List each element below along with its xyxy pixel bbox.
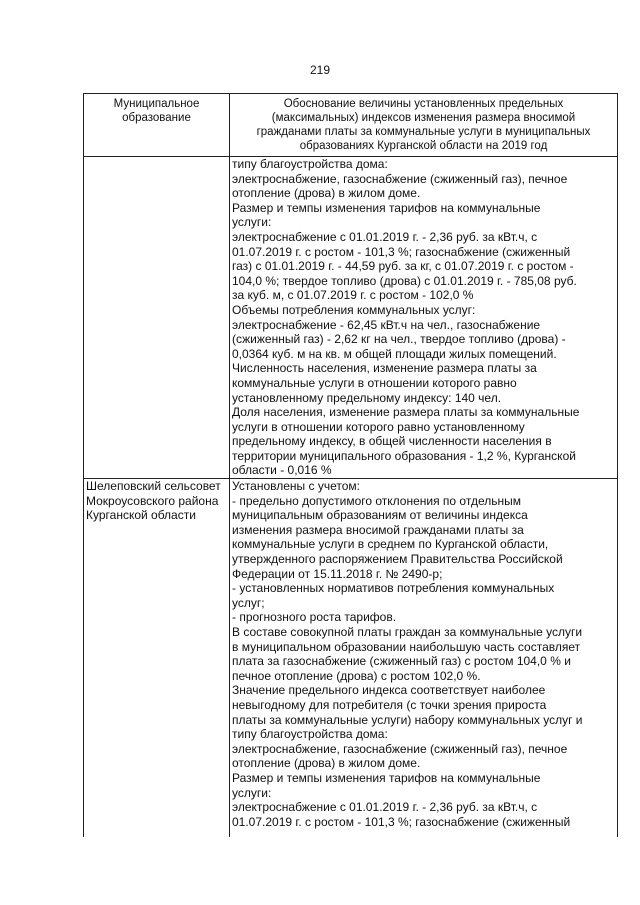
justification-line: Установлены с учетом: [232, 479, 360, 494]
justification-line: типу благоустройства дома: [232, 157, 388, 171]
municipality-cell [84, 479, 230, 838]
page-number: 219 [309, 63, 331, 77]
justification-line: В составе совокупной платы граждан за коммунальные услуги [232, 625, 583, 639]
justification-line: электроснабжение - 62,45 кВт.ч на чел., газоснабжение [232, 317, 541, 332]
header-justification-cell [230, 94, 618, 157]
justification-line: отопление (дрова) в жилом доме. [232, 756, 421, 771]
justification-line: Размер и темпы изменения тарифов на коммунальные [232, 200, 541, 215]
header-justification-line: гражданами платы за коммунальные услуги в муниципальных [256, 126, 591, 138]
justification-line: электроснабжение, газоснабжение (сжиженный газ), печное [232, 171, 568, 186]
justification-line: Федерации от 15.11.2018 г. № 2490-р; [232, 566, 443, 581]
municipality-cell [84, 157, 230, 479]
justification-line: плата за газоснабжение (сжиженный газ) с ростом 104,0 % и [232, 654, 571, 669]
justification-line: электроснабжение с 01.01.2019 г. - 2,36 руб. за кВт.ч, с [232, 229, 538, 244]
justification-line: установленному предельному индексу: 140 чел. [232, 390, 502, 405]
justification-line: платы за коммунальные услуги) набору коммунальных услуг и [232, 712, 583, 727]
justification-line: услуги в отношении которого равно установленному [232, 419, 525, 434]
municipality-name-line: Шелеповский сельсовет [86, 479, 221, 494]
header-justification-line: образованиях Курганской области на 2019 год [299, 140, 548, 152]
justification-line: Объемы потребления коммунальных услуг: [232, 302, 476, 317]
table-row [84, 157, 618, 479]
justification-line: отопление (дрова) в жилом доме. [232, 186, 421, 201]
justification-line: электроснабжение с 01.01.2019 г. - 2,36 руб. за кВт.ч, с [232, 800, 538, 815]
justification-line: услуги: [232, 215, 272, 230]
tariff-justification-table [83, 93, 618, 837]
justification-line: электроснабжение, газоснабжение (сжиженный газ), печное [232, 741, 568, 756]
justification-line: предельному индексу, в общей численности населения в [232, 434, 552, 449]
justification-line: Размер и темпы изменения тарифов на коммунальные [232, 770, 541, 785]
justification-line: 01.07.2019 г. с ростом - 101,3 %; газоснабжение (сжиженный [232, 244, 571, 259]
justification-line: коммунальные услуги в среднем по Курганской области, [232, 537, 549, 552]
justification-line: изменения размера вносимой гражданами платы за [232, 522, 524, 537]
justification-line: области - 0,016 % [232, 463, 332, 478]
justification-line: коммунальные услуги в отношении которого равно [232, 375, 517, 390]
justification-line: - установленных нормативов потребления коммунальных [232, 581, 555, 596]
justification-line: Доля населения, изменение размера платы за коммунальные [232, 405, 580, 420]
justification-line: невыгодному для потребителя (с точки зрения прироста [232, 697, 547, 712]
justification-cell [230, 157, 618, 479]
justification-line: услуги: [232, 785, 272, 800]
justification-line: утвержденного распоряжением Правительства Российской [232, 552, 563, 567]
justification-line: 0,0364 куб. м на кв. м общей площади жилых помещений. [232, 346, 557, 361]
justification-line: Значение предельного индекса соответствует наиболее [232, 683, 546, 698]
justification-line: 01.07.2019 г. с ростом - 101,3 %; газоснабжение (сжиженный [232, 814, 571, 829]
header-municipality-line: образование [122, 112, 191, 124]
justification-line: - прогнозного роста тарифов. [232, 610, 397, 625]
header-municipality-cell [84, 94, 230, 157]
table-row [84, 479, 618, 838]
header-justification-line: (максимальных) индексов изменения размера вносимой [271, 112, 576, 124]
justification-line: за куб. м, с 01.07.2019 г. с ростом - 102,0 % [232, 288, 474, 303]
justification-cell [230, 479, 618, 838]
justification-line: газ) с 01.01.2019 г. - 44,59 руб. за кг, с 01.07.2019 г. с ростом - [232, 259, 574, 274]
justification-line: услуг; [232, 595, 265, 610]
justification-line: территории муниципального образования - 1,2 %, Курганской [232, 448, 576, 463]
justification-line: муниципальным образованиям от величины индекса [232, 508, 528, 523]
justification-line: печное отопление (дрова) с ростом 102,0 %. [232, 668, 481, 683]
municipality-name-line: Мокроусовского района [86, 493, 219, 508]
justification-line: Численность населения, изменение размера платы за [232, 361, 537, 376]
header-justification-line: Обоснование величины установленных предельных [283, 98, 564, 110]
header-municipality-line: Муниципальное [113, 98, 200, 110]
table-header-row [84, 94, 618, 157]
justification-line: в муниципальном образовании наибольшую часть составляет [232, 639, 581, 654]
justification-line: типу благоустройства дома: [232, 727, 388, 742]
municipality-name-line: Курганской области [86, 508, 196, 523]
justification-line: - предельно допустимого отклонения по отдельным [232, 493, 521, 508]
justification-line: (сжиженный газ) - 2,62 кг на чел., твердое топливо (дрова) - [232, 332, 566, 347]
justification-line: 104,0 %; твердое топливо (дрова) с 01.01.2019 г. - 785,08 руб. [232, 273, 577, 288]
